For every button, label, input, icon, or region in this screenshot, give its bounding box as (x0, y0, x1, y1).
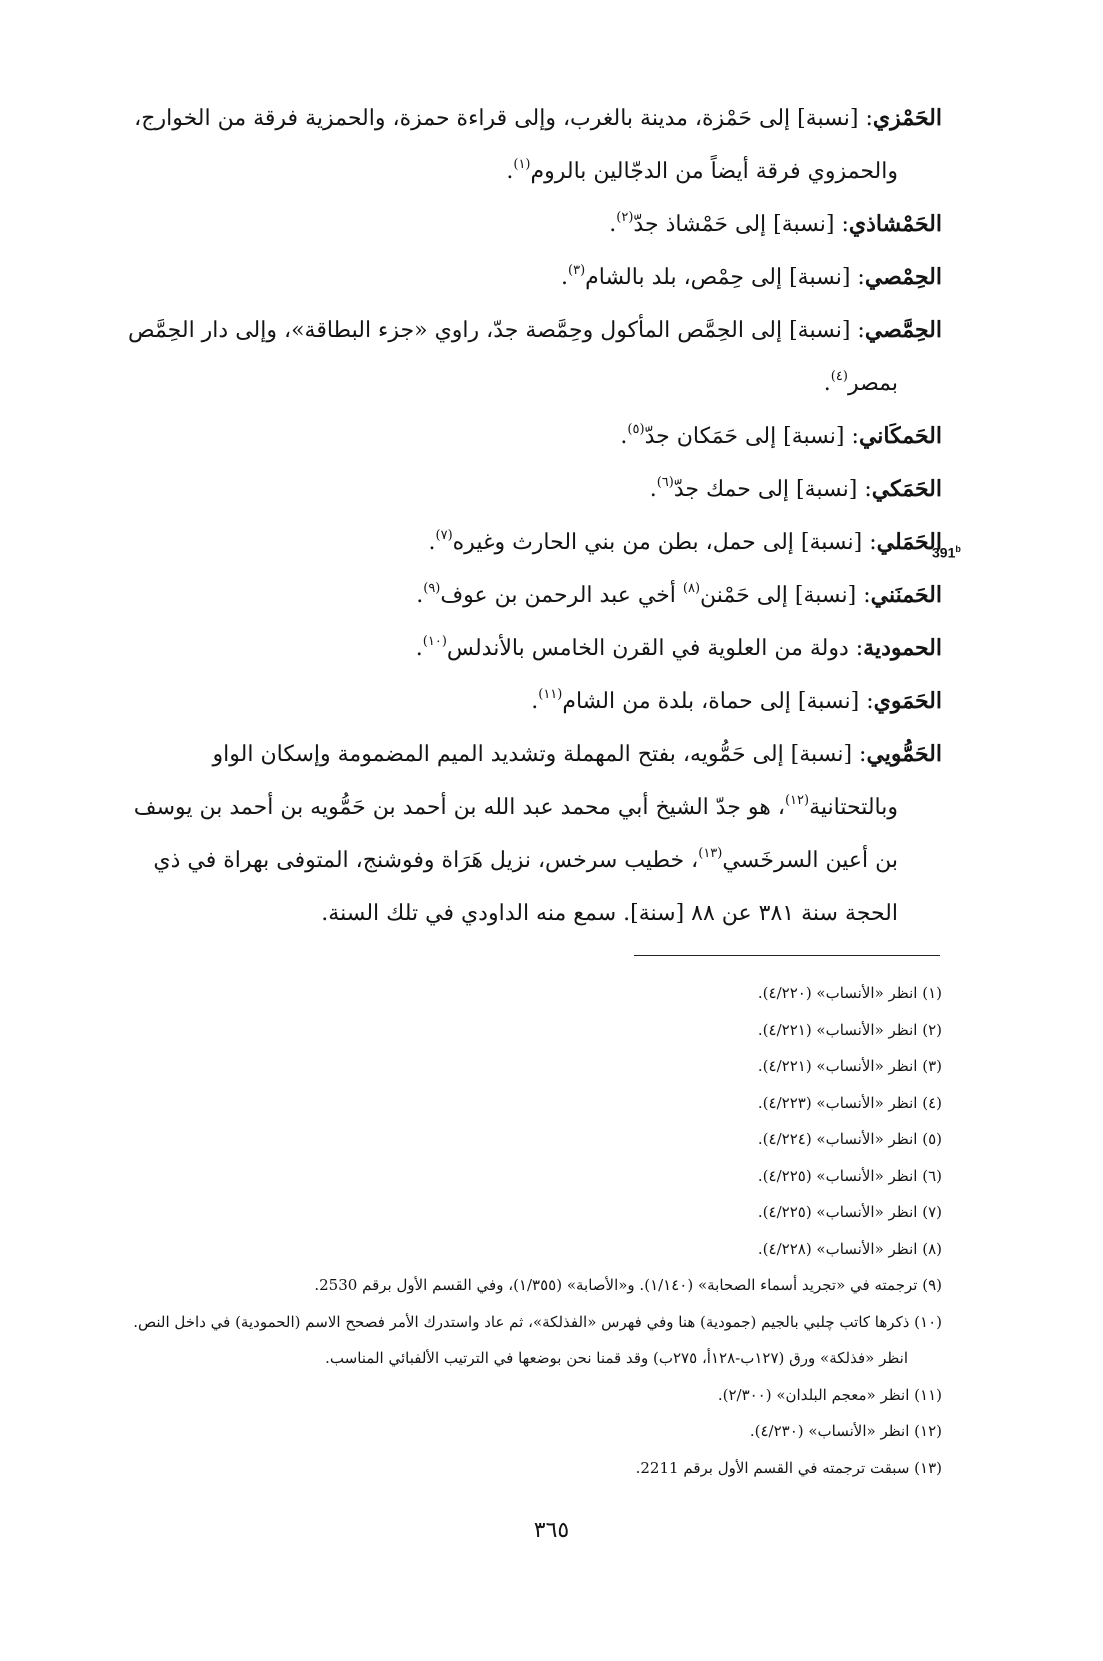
footnote-9: (٩) ترجمته في «تجريد أسماء الصحابة» (١/١٤٠). و«الأصابة» (١/٣٥٥)، وفي القسم الأول برقم 2530. (314, 1276, 942, 1294)
entry-end: . (415, 636, 423, 661)
entry-text: : [نسبة] إلى حمك جدّ (673, 477, 872, 502)
footnote-10: (١٠) ذكرها كاتب چلبي بالجيم (جمودية) هنا وفي فهرس «الفذلكة»، ثم عاد واستدرك الأمر فصحح الاسم (الحمودية) في داخل النص. انظر «فذلكة» ورق (١٢٧ب-١٢٨أ، ٢٧٥ب) وقد قمنا نحن بوضعها في الترتيب الألفبائي المناسب. (133, 1312, 942, 1367)
entry-hamudiyya (110, 622, 942, 675)
entry-headword: الحَمَلي (876, 529, 942, 555)
footnote-ref[interactable]: (١٢) (784, 792, 810, 808)
entry-text: : [نسبة] إلى حمل، بطن من بني الحارث وغيره (452, 530, 877, 555)
footnote-7: (٧) انظر «الأنساب» (٤/٢٢٥). (757, 1203, 942, 1221)
entry-text: : [نسبة] إلى حِمْص، بلد بالشام (585, 265, 865, 290)
entry-end: . (649, 477, 657, 502)
entry-headword: الحِمَّصي (864, 317, 942, 343)
entry-headword: الحَمكَاني (858, 423, 942, 449)
footnote-ref[interactable]: (٣) (568, 262, 586, 278)
entry-end: . (428, 530, 436, 555)
entry-text: ، هو جدّ الشيخ أبي محمد عبد الله بن أحمد بن حَمُّويه بن أحمد بن يوسف بن أعين السرخَسي (133, 795, 898, 873)
entry-headword: الحمودية (863, 635, 942, 661)
footnote-12: (١٢) انظر «الأنساب» (٤/٢٣٠). (749, 1422, 942, 1440)
footnote-5: (٥) انظر «الأنساب» (٤/٢٢٤). (757, 1130, 942, 1148)
entry-headword: الحَمُّويي (866, 741, 942, 767)
entry-text: : [نسبة] إلى حَمَكان جدّ (644, 424, 859, 449)
entry-text: : [نسبة] إلى حماة، بلدة من الشام (562, 689, 874, 714)
entry-text: : دولة من العلوية في القرن الخامس بالأندلس (446, 636, 864, 661)
entry-himmasi (110, 304, 942, 410)
entry-text: : [نسبة] إلى حَمْشاذ جدّ (633, 212, 849, 237)
entry-text: : [نسبة] إلى الحِمَّص المأكول وحِمَّصة جدّ، راوي «جزء البطاقة»، وإلى دار الحِمَّص بمصر (128, 318, 898, 396)
footnote-6: (٦) انظر «الأنساب» (٤/٢٢٥). (757, 1166, 942, 1185)
entry-hammuyi (110, 728, 942, 940)
entry-hamaki (110, 463, 942, 516)
footnote-ref[interactable]: (٨) (682, 580, 701, 596)
footnote-11: (١١) انظر «معجم البلدان» (٢/٣٠٠). (717, 1385, 942, 1404)
entry-text: : [نسبة] إلى حَمْزة، مدينة بالغرب، وإلى قراءة حمزة، والحمزية فرقة من الخوارج، والحمزوي فرقة أيضاً من الدجّالين بالروم (134, 106, 898, 184)
footnote-ref[interactable]: (٩) (423, 580, 441, 596)
folio-marker-number: 391 (932, 544, 956, 561)
folio-marker-side: b (955, 544, 961, 554)
footnote-ref[interactable]: (٤) (830, 368, 848, 384)
footnote-8: (٨) انظر «الأنساب» (٤/٢٢٨). (757, 1239, 942, 1258)
entry-himsi (110, 251, 942, 304)
footnote-ref[interactable]: (١١) (538, 686, 563, 702)
footnote-2: (٢) انظر «الأنساب» (٤/٢٢١). (757, 1020, 942, 1039)
footnote-ref[interactable]: (٢) (616, 209, 634, 225)
entry-hamawi (110, 675, 942, 728)
footnote-ref[interactable]: (٧) (435, 527, 453, 543)
entry-hamshadhi (110, 198, 942, 251)
entry-headword: الحَمنَني (870, 582, 942, 608)
footnote-ref[interactable]: (٦) (656, 474, 674, 490)
entry-text: ، خطيب سرخس، نزيل هَرَاة وفوشنج، المتوفى بهراة في ذي الحجة سنة ٣٨١ عن ٨٨ [سنة]. سمع منه الداودي في تلك السنة (153, 848, 898, 926)
entry-headword: الحَمْزي (872, 105, 942, 131)
entry-hamnani (110, 569, 942, 622)
footnote-ref[interactable]: (٥) (627, 421, 645, 437)
entry-end: . (416, 583, 424, 608)
entry-headword: الحَمَوي (873, 688, 942, 714)
page-number: ٣٦٥ (533, 1518, 570, 1543)
footnote-13: (١٣) سبقت ترجمته في القسم الأول برقم 2211. (635, 1458, 942, 1477)
footnote-ref[interactable]: (١٣) (698, 845, 723, 861)
footnote-ref[interactable]: (١) (513, 156, 531, 172)
entry-text: : [نسبة] إلى حَمْنن (700, 583, 871, 608)
footnote-4: (٤) انظر «الأنساب» (٤/٢٢٣). (757, 1093, 942, 1112)
entry-text: : [نسبة] إلى حَمُّويه، بفتح المهملة وتشديد الميم المضمومة وإسكان الواو وبالتحتانية (212, 742, 898, 820)
footnote-separator (634, 955, 940, 956)
entry-end: . (321, 901, 329, 926)
entry-headword: الحَمَكي (871, 476, 942, 502)
entry-end: . (531, 689, 539, 714)
entry-hamakani (110, 410, 942, 463)
entry-end: . (506, 159, 514, 184)
footnote-3: (٣) انظر «الأنساب» (٤/٢٢١). (757, 1057, 942, 1075)
entry-hamzi (110, 92, 942, 198)
footnote-ref[interactable]: (١٠) (422, 633, 447, 649)
manuscript-folio-marker (932, 544, 961, 561)
entry-text: أخي عبد الرحمن بن عوف (440, 583, 683, 608)
entry-end: . (561, 265, 569, 290)
entry-hamali (110, 516, 942, 569)
entry-end: . (620, 424, 628, 449)
entry-headword: الحِمْصي (864, 264, 942, 290)
entry-end: . (609, 212, 617, 237)
footnotes-list (110, 975, 942, 1486)
entries-list (110, 92, 942, 940)
entry-end: . (823, 371, 831, 396)
footnote-1: (١) انظر «الأنساب» (٤/٢٢٠). (757, 984, 942, 1002)
entry-headword: الحَمْشاذي (848, 211, 942, 237)
